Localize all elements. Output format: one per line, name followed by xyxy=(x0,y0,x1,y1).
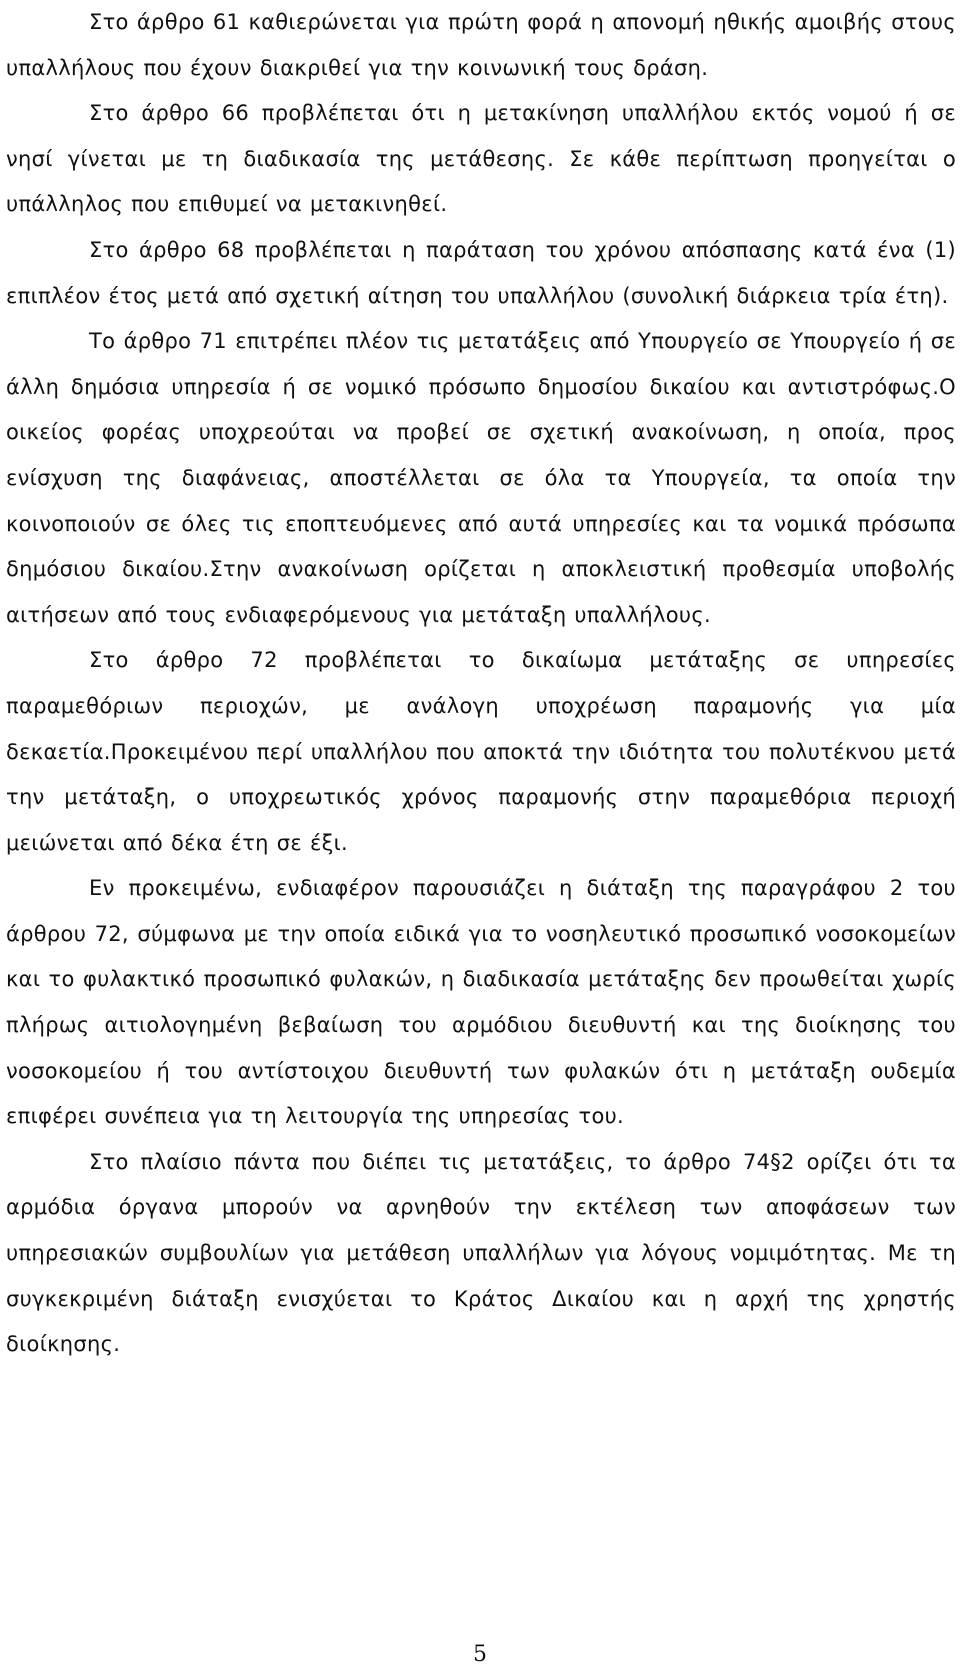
document-body xyxy=(6,0,956,1368)
paragraph-article-68: Στο άρθρο 68 προβλέπεται η παράταση του χρόνου απόσπασης κατά ένα (1) επιπλέον έτος μετά από σχετική αίτηση του υπαλλήλου (συνολική διάρκεια τρία έτη). xyxy=(6,237,956,308)
page-number: 5 xyxy=(473,1642,487,1667)
paragraph-article-72-par2: Εν προκειμένω, ενδιαφέρον παρουσιάζει η διάταξη της παραγράφου 2 του άρθρου 72, σύμφωνα με την οποία ειδικά για το νοσηλευτικό προσωπικό νοσοκομείων και το φυλακτικό προσωπικό φυλακών, η διαδικασία μετάταξης δεν προωθείται χωρίς πλήρως αιτιολογημένη βεβαίωση του αρμόδιου διευθυντή και της διοίκησης του νοσοκομείου ή του αντίστοιχου διευθυντή των φυλακών ότι η μετάταξη ουδεμία επιφέρει συνέπεια για τη λειτουργία της υπηρεσίας του. xyxy=(6,876,956,1129)
paragraph-article-72: Στο άρθρο 72 προβλέπεται το δικαίωμα μετάταξης σε υπηρεσίες παραμεθόριων περιοχών, με ανάλογη υποχρέωση παραμονής για μία δεκαετία.Προκειμένου περί υπαλλήλου που αποκτά την ιδιότητα του πολυτέκνου μετά την μετάταξη, ο υποχρεωτικός χρόνος παραμονής στην παραμεθόρια περιοχή μειώνεται από δέκα έτη σε έξι. xyxy=(6,648,956,855)
paragraph-article-74: Στο πλαίσιο πάντα που διέπει τις μετατάξεις, το άρθρο 74§2 ορίζει ότι τα αρμόδια όργανα μπορούν να αρνηθούν την εκτέλεση των αποφάσεων των υπηρεσιακών συμβουλίων για μετάθεση υπαλλήλων για λόγους νομιμότητας. Με τη συγκεκριμένη διάταξη ενισχύεται το Κράτος Δικαίου και η αρχή της χρηστής διοίκησης. xyxy=(6,1149,956,1357)
paragraph-article-71: Το άρθρο 71 επιτρέπει πλέον τις μετατάξεις από Υπουργείο σε Υπουργείο ή σε άλλη δημόσια υπηρεσία ή σε νομικό πρόσωπο δημοσίου δικαίου και αντιστρόφως.Ο οικείος φορέας υποχρεούται να προβεί σε σχετική ανακοίνωση, η οποία, προς ενίσχυση της διαφάνειας, αποστέλλεται σε όλα τα Υπουργεία, τα οποία την κοινοποιούν σε όλες τις εποπτευόμενες από αυτά υπηρεσίες και τα νομικά πρόσωπα δημόσιου δικαίου.Στην ανακοίνωση ορίζεται η αποκλειστική προθεσμία υποβολής αιτήσεων από τους ενδιαφερόμενους για μετάταξη υπαλλήλους. xyxy=(6,329,956,627)
paragraph-article-66: Στο άρθρο 66 προβλέπεται ότι η μετακίνηση υπαλλήλου εκτός νομού ή σε νησί γίνεται με τη διαδικασία της μετάθεσης. Σε κάθε περίπτωση προηγείται ο υπάλληλος που επιθυμεί να μετακινηθεί. xyxy=(6,101,956,217)
paragraph-article-61: Στο άρθρο 61 καθιερώνεται για πρώτη φορά η απονομή ηθικής αμοιβής στους υπαλλήλους που έχουν διακριθεί για την κοινωνική τους δράση. xyxy=(6,10,956,80)
